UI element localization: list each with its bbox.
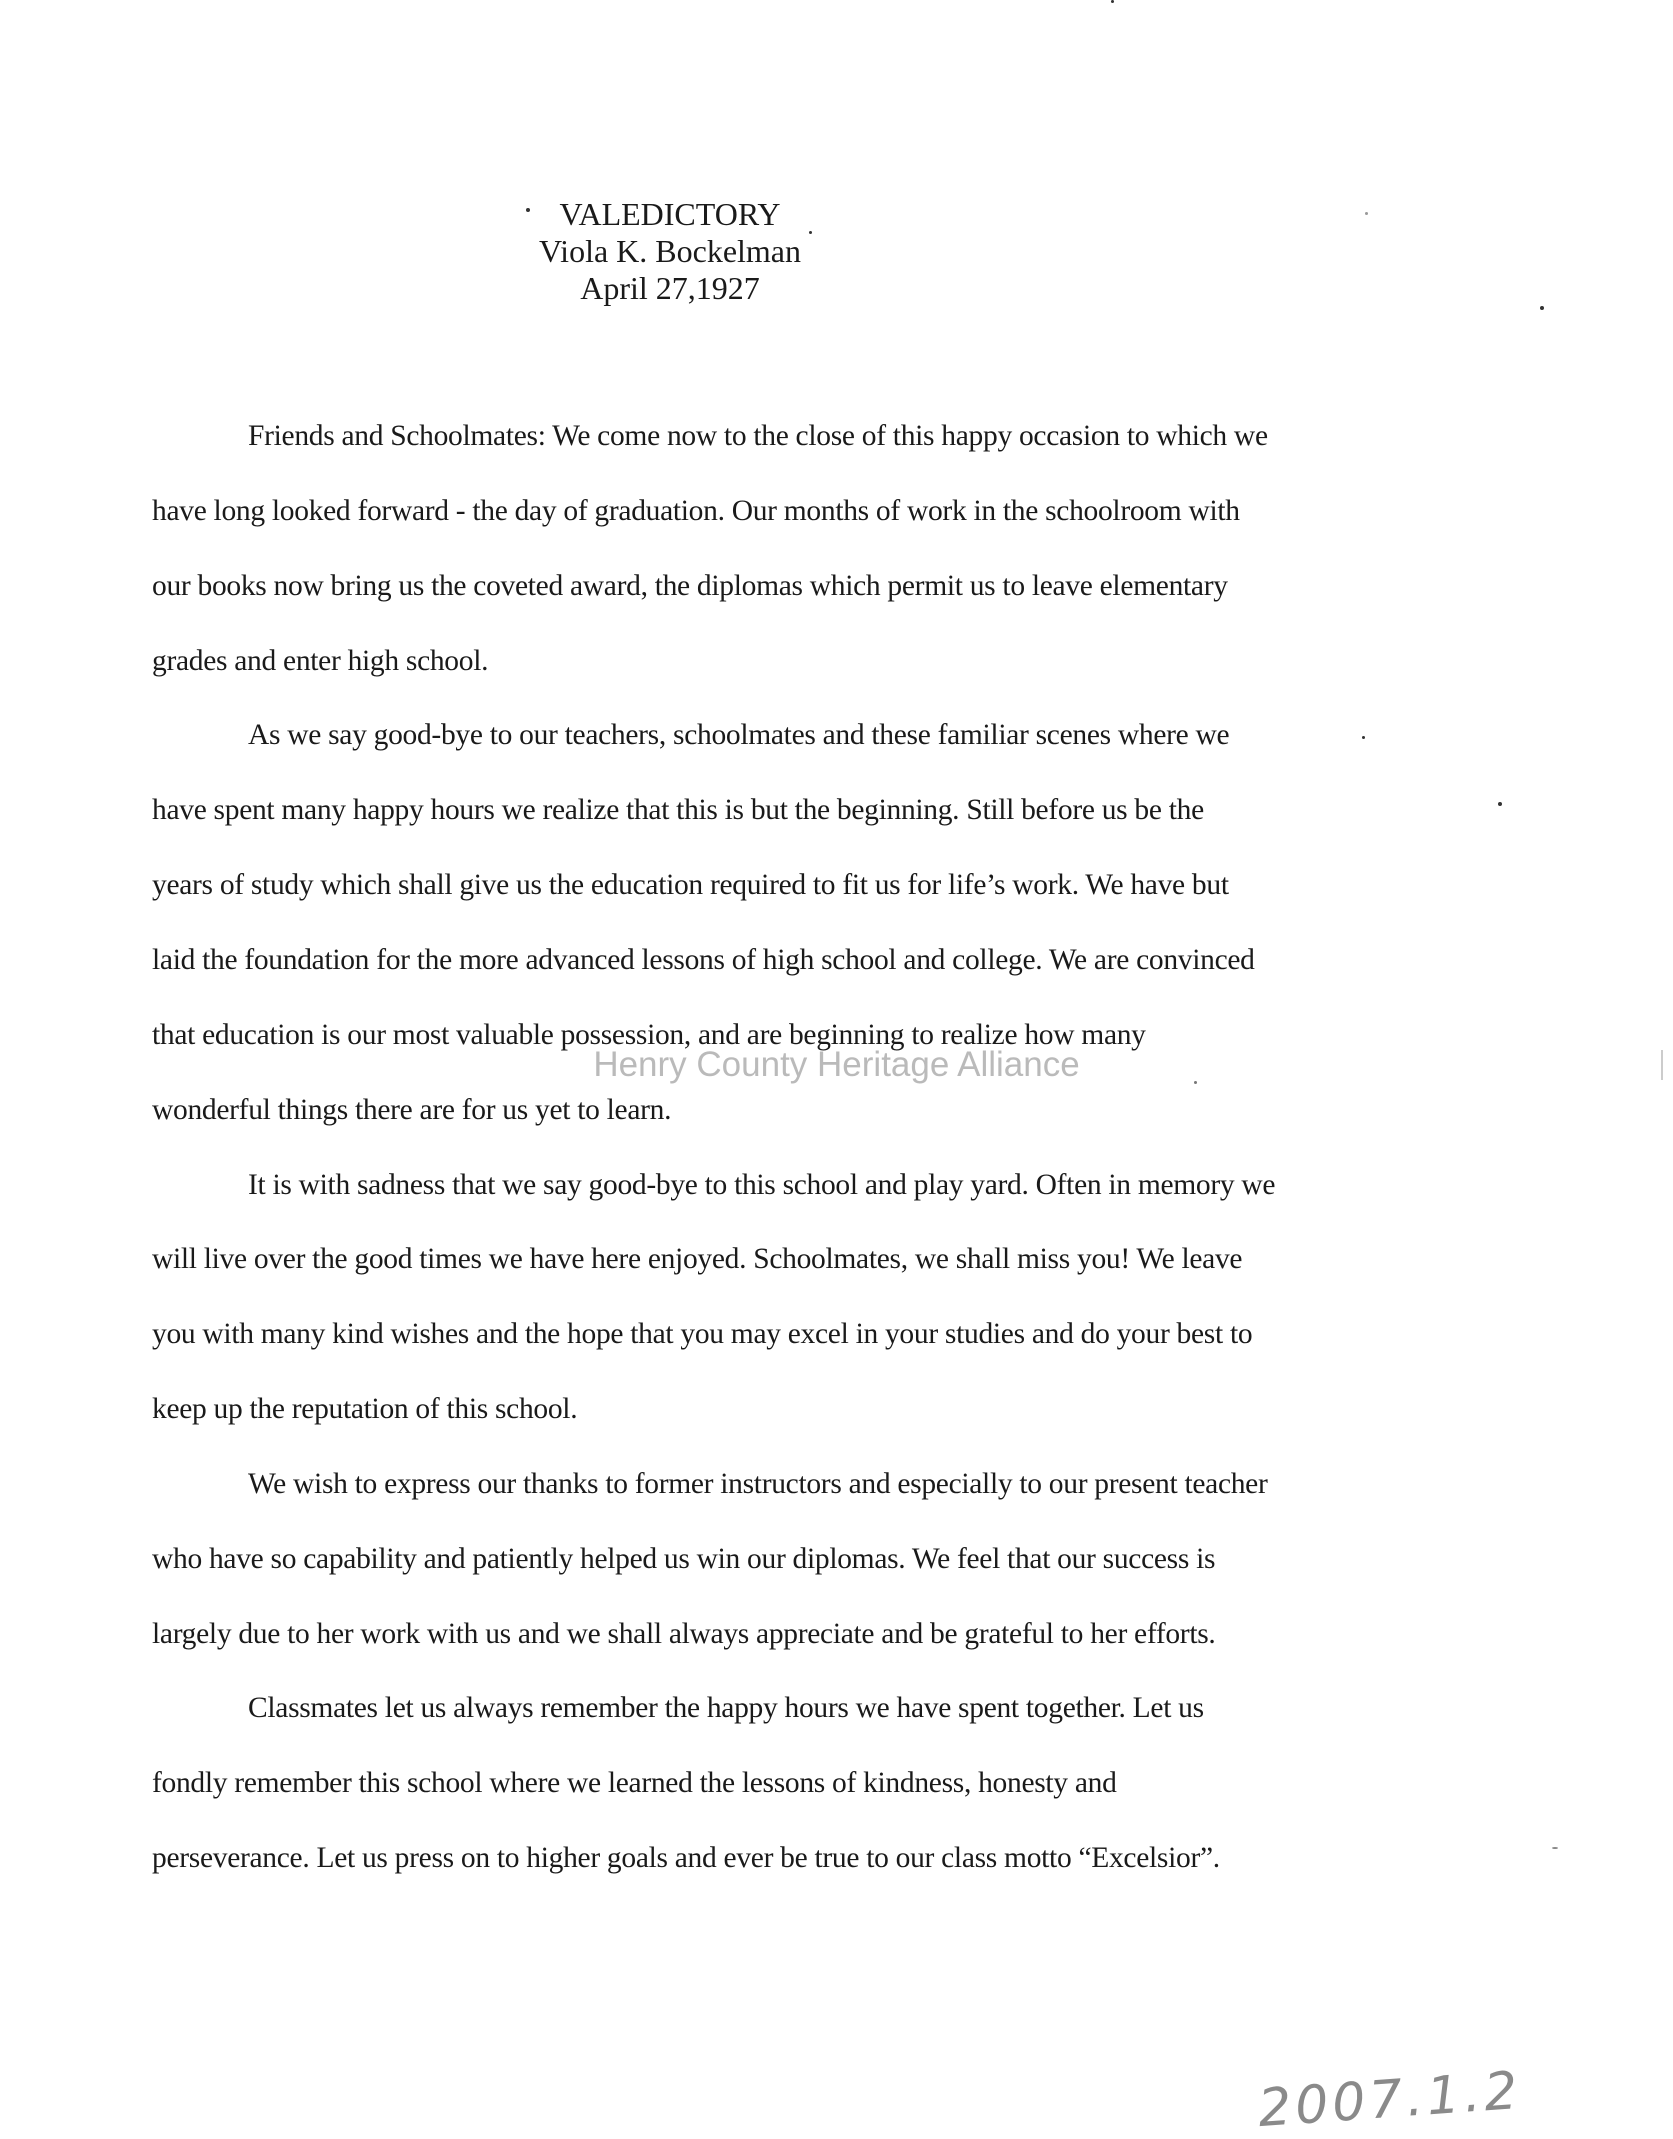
document-header [470,196,870,307]
paragraph-2-line-2: have spent many happy hours we realize that this is but the beginning. Still before us be the [152,794,1204,826]
paragraph-2-line-1: As we say good-bye to our teachers, schoolmates and these familiar scenes where we [248,719,1230,751]
paragraph-1-line-1: Friends and Schoolmates: We come now to the close of this happy occasion to which we [248,420,1268,452]
paragraph-5-line-3: perseverance. Let us press on to higher goals and ever be true to our class motto “Excelsior”. [152,1842,1220,1874]
paragraph-2-line-4: laid the foundation for the more advanced lessons of high school and college. We are convinced [152,944,1255,976]
scan-speck [1498,802,1502,806]
paragraph-2-line-3: years of study which shall give us the education required to fit us for life’s work. We have but [152,869,1229,901]
paragraph-4-line-2: who have so capability and patiently helped us win our diplomas. We feel that our success is [152,1543,1216,1575]
scan-speck [809,231,812,234]
paragraph-3-line-1: It is with sadness that we say good-bye to this school and play yard. Often in memory we [248,1169,1276,1201]
paragraph-3-line-4: keep up the reputation of this school. [152,1393,578,1425]
scan-speck [1362,736,1365,739]
paragraph-4-line-1: We wish to express our thanks to former instructors and especially to our present teacher [248,1468,1268,1500]
paragraph-1-line-3: our books now bring us the coveted award, the diplomas which permit us to leave elementary [152,570,1228,602]
document-title: VALEDICTORY [559,196,781,232]
scan-speck [526,208,530,212]
paragraph-4-line-3: largely due to her work with us and we shall always appreciate and be grateful to her efforts. [152,1618,1216,1650]
paragraph-5-line-2: fondly remember this school where we learned the lessons of kindness, honesty and [152,1767,1117,1799]
paragraph-2-line-5: that education is our most valuable possession, and are beginning to realize how many [152,1019,1146,1051]
scan-speck [1540,306,1544,310]
accession-number: 2007.1.2 [1256,2060,1524,2139]
speech-date: April 27,1927 [580,270,760,306]
paragraph-3-line-2: will live over the good times we have here enjoyed. Schoolmates, we shall miss you! We leave [152,1243,1243,1275]
scan-speck [1111,0,1114,3]
paragraph-1-line-4: grades and enter high school. [152,645,489,677]
scan-speck [1365,212,1368,215]
author-name: Viola K. Bockelman [538,233,801,269]
watermark-text: Henry County Heritage Alliance [593,1045,1080,1084]
scan-speck [1552,1847,1558,1849]
paragraph-3-line-3: you with many kind wishes and the hope that you may excel in your studies and do your best to [152,1318,1253,1350]
paragraph-1-line-2: have long looked forward - the day of graduation. Our months of work in the schoolroom with [152,495,1240,527]
paragraph-5-line-1: Classmates let us always remember the happy hours we have spent together. Let us [248,1692,1204,1724]
paragraph-2-line-6: wonderful things there are for us yet to learn. [152,1094,672,1126]
